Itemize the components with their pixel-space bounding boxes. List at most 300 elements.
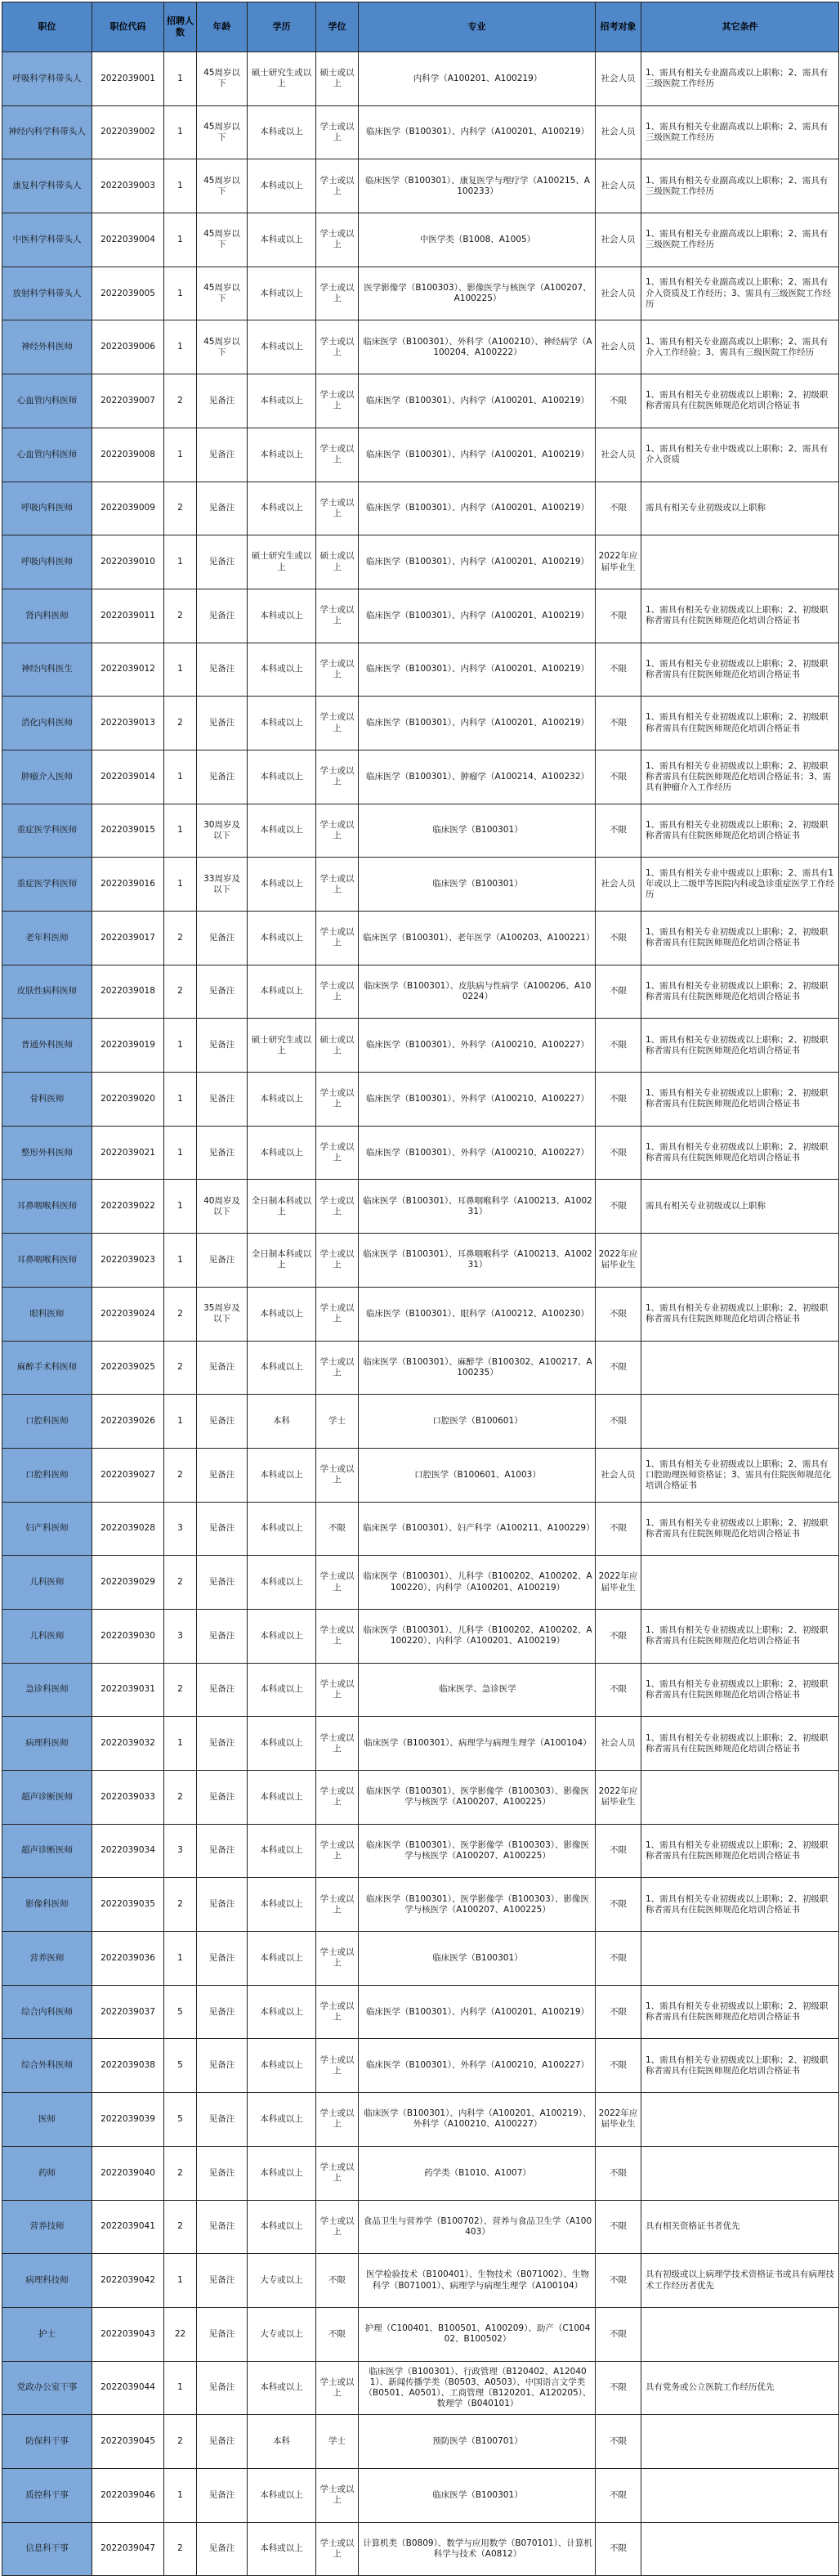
cell-count: 2 [164,1663,197,1717]
cell-position: 超声诊断医师 [2,1771,92,1825]
cell-count: 2 [164,1448,197,1502]
table-row [2,589,839,643]
cell-code: 2022039012 [92,643,164,697]
cell-age: 见备注 [197,2146,248,2200]
cell-code: 2022039008 [92,428,164,482]
cell-target: 不限 [596,1126,641,1180]
cell-degree: 学士或以上 [316,1341,359,1395]
cell-degree: 学士或以上 [316,858,359,912]
table-row [2,2468,839,2522]
table-row [2,52,839,106]
cell-education: 本科或以上 [248,1663,316,1717]
cell-target: 不限 [596,750,641,804]
cell-major: 临床医学（B100301）、医学影像学（B100303）、影像医学与核医学（A100207、A100225） [359,1824,596,1878]
cell-degree: 学士或以上 [316,2093,359,2147]
cell-code: 2022039006 [92,320,164,374]
cell-age: 见备注 [197,1341,248,1395]
cell-code: 2022039011 [92,589,164,643]
cell-major: 内科学（A100201、A100219） [359,52,596,106]
cell-count: 1 [164,1234,197,1288]
cell-position: 耳鼻咽喉科医师 [2,1180,92,1234]
cell-major: 临床医学（B100301）、康复医学与理疗学（A100215、A100233） [359,159,596,213]
cell-count: 1 [164,535,197,589]
cell-other: 1、需具有相关专业初级或以上职称；2、初级职称者需具有住院医师规范化培训合格证书 [641,804,839,858]
cell-major: 临床医学（B100301）、内科学（A100201、A100219） [359,589,596,643]
cell-other [641,1341,839,1395]
cell-target: 不限 [596,2361,641,2415]
cell-position: 病理科技师 [2,2254,92,2308]
cell-age: 40周岁及以下 [197,1180,248,1234]
cell-major: 药学类（B1010、A1007） [359,2146,596,2200]
cell-degree: 学士或以上 [316,1126,359,1180]
cell-degree: 学士或以上 [316,1932,359,1986]
cell-degree: 学士或以上 [316,1878,359,1932]
cell-major: 临床医学（B100301）、内科学（A100201、A100219） [359,643,596,697]
cell-major: 临床医学（B100301）、内科学（A100201、A100219） [359,1985,596,2039]
cell-code: 2022039025 [92,1341,164,1395]
table-row [2,2415,839,2469]
cell-age: 见备注 [197,374,248,428]
cell-code: 2022039031 [92,1663,164,1717]
cell-major: 临床医学（B100301）、行政管理（B120402、A120401）、新闻传播学类（B0503、A0503）、中国语言文学类（B0501、A0501）、工商管理（B120201、A120205）、数理学（B040101） [359,2361,596,2415]
cell-count: 1 [164,159,197,213]
cell-other [641,2415,839,2469]
cell-degree: 学士或以上 [316,1985,359,2039]
cell-major: 临床医学（B100301）、耳鼻咽喉科学（A100213、A100231） [359,1180,596,1234]
cell-other: 需具有相关专业初级或以上职称 [641,1180,839,1234]
cell-education: 本科或以上 [248,1932,316,1986]
cell-degree: 学士或以上 [316,697,359,750]
cell-code: 2022039047 [92,2522,164,2576]
cell-education: 本科或以上 [248,2361,316,2415]
cell-education: 硕士研究生或以上 [248,1019,316,1073]
cell-education: 本科 [248,1395,316,1449]
cell-code: 2022039035 [92,1878,164,1932]
cell-position: 中医科学科带头人 [2,213,92,267]
table-row [2,1234,839,1288]
cell-code: 2022039016 [92,858,164,912]
cell-major: 临床医学（B100301）、内科学（A100201、A100219） [359,428,596,482]
cell-position: 儿科医师 [2,1556,92,1610]
cell-major: 临床医学（B100301）、内科学（A100201、A100219） [359,535,596,589]
cell-major: 临床医学（B100301）、医学影像学（B100303）、影像医学与核医学（A100207、A100225） [359,1878,596,1932]
table-row [2,1878,839,1932]
cell-target: 不限 [596,1019,641,1073]
cell-target: 社会人员 [596,267,641,320]
cell-education: 本科或以上 [248,105,316,159]
table-body [2,52,839,2576]
cell-other [641,2522,839,2576]
cell-target: 不限 [596,2468,641,2522]
cell-other [641,2146,839,2200]
cell-education: 本科或以上 [248,1985,316,2039]
cell-position: 眼科医师 [2,1287,92,1341]
cell-age: 45周岁以下 [197,159,248,213]
cell-education: 本科或以上 [248,320,316,374]
cell-position: 神经内科医生 [2,643,92,697]
table-row [2,1556,839,1610]
cell-major: 临床医学（B100301）、耳鼻咽喉科学（A100213、A100231） [359,1234,596,1288]
cell-major: 临床医学（B100301）、肿瘤学（A100214、A100232） [359,750,596,804]
cell-code: 2022039007 [92,374,164,428]
cell-position: 医师 [2,2093,92,2147]
cell-position: 药师 [2,2146,92,2200]
cell-code: 2022039026 [92,1395,164,1449]
cell-other [641,1932,839,1986]
cell-major: 临床医学（B100301）、医学影像学（B100303）、影像医学与核医学（A100207、A100225） [359,1771,596,1825]
cell-position: 防保科干事 [2,2415,92,2469]
cell-degree: 不限 [316,2254,359,2308]
cell-education: 硕士研究生或以上 [248,535,316,589]
cell-code: 2022039003 [92,159,164,213]
header-row [2,2,839,52]
cell-major: 临床医学（B100301）、眼科学（A100212、A100230） [359,1287,596,1341]
cell-position: 信息科干事 [2,2522,92,2576]
cell-position: 营养医师 [2,1932,92,1986]
cell-major: 医学影像学（B100303）、影像医学与核医学（A100207、A100225） [359,267,596,320]
cell-target: 社会人员 [596,858,641,912]
cell-target: 不限 [596,2039,641,2093]
cell-count: 1 [164,1717,197,1771]
table-row [2,2093,839,2147]
cell-other: 1、需具有相关专业初级或以上职称；2、初级职称者需具有住院医师规范化培训合格证书 [641,1019,839,1073]
table-row [2,1019,839,1073]
cell-target: 社会人员 [596,428,641,482]
cell-other: 1、需具有相关专业初级或以上职称；2、初级职称者需具有住院医师规范化培训合格证书 [641,589,839,643]
cell-degree: 学士或以上 [316,589,359,643]
cell-degree: 不限 [316,1502,359,1556]
cell-code: 2022039021 [92,1126,164,1180]
cell-degree: 学士或以上 [316,1234,359,1288]
cell-age: 45周岁以下 [197,267,248,320]
cell-target: 不限 [596,1824,641,1878]
cell-count: 22 [164,2307,197,2361]
cell-position: 皮肤性病科医师 [2,965,92,1019]
cell-position: 整形外科医师 [2,1126,92,1180]
cell-degree: 学士或以上 [316,1663,359,1717]
table-row [2,482,839,535]
cell-major: 临床医学（B100301）、儿科学（B100202、A100202、A100220）、内科学（A100201、A100219） [359,1609,596,1663]
cell-age: 45周岁以下 [197,105,248,159]
cell-education: 本科或以上 [248,267,316,320]
cell-target: 不限 [596,1180,641,1234]
cell-code: 2022039046 [92,2468,164,2522]
cell-major: 临床医学（B100301） [359,804,596,858]
cell-target: 不限 [596,1663,641,1717]
cell-degree: 学士或以上 [316,1180,359,1234]
cell-age: 见备注 [197,1234,248,1288]
table-row [2,2361,839,2415]
cell-other: 1、需具有相关专业初级或以上职称；2、初级职称者需具有住院医师规范化培训合格证书 [641,912,839,965]
cell-target: 不限 [596,589,641,643]
cell-target: 社会人员 [596,52,641,106]
cell-count: 3 [164,1824,197,1878]
cell-degree: 学士或以上 [316,2522,359,2576]
cell-target: 不限 [596,2200,641,2254]
cell-other: 1、需具有相关专业初级或以上职称；2、初级职称者需具有住院医师规范化培训合格证书 [641,374,839,428]
cell-degree: 学士或以上 [316,2146,359,2200]
cell-age: 见备注 [197,2093,248,2147]
cell-major: 临床医学（B100301） [359,2468,596,2522]
cell-target: 不限 [596,2522,641,2576]
cell-age: 见备注 [197,2361,248,2415]
cell-education: 本科 [248,2415,316,2469]
cell-age: 见备注 [197,1126,248,1180]
cell-other: 具有初级或以上病理学技术资格证书或具有病理技术工作经历者优先 [641,2254,839,2308]
cell-count: 1 [164,804,197,858]
cell-other: 1、需具有相关专业初级或以上职称；2、初级职称者需具有住院医师规范化培训合格证书 [641,1985,839,2039]
cell-target: 不限 [596,697,641,750]
cell-position: 口腔科医师 [2,1448,92,1502]
cell-other [641,2093,839,2147]
table-row [2,1287,839,1341]
cell-position: 肿瘤介入医师 [2,750,92,804]
table-row [2,2254,839,2308]
cell-count: 1 [164,428,197,482]
table-row [2,1395,839,1449]
cell-code: 2022039039 [92,2093,164,2147]
header-other-conditions: 其它条件 [641,2,839,52]
cell-count: 1 [164,1126,197,1180]
cell-target: 社会人员 [596,320,641,374]
cell-degree: 学士或以上 [316,1771,359,1825]
cell-major: 临床医学（B100301） [359,1932,596,1986]
cell-education: 本科或以上 [248,2039,316,2093]
cell-other: 1、需具有相关专业副高或以上职称；2、需具有介入资质及工作经历；3、需具有三级医院工作经历 [641,267,839,320]
cell-other: 1、需具有相关专业副高或以上职称；2、需具有三级医院工作经历 [641,159,839,213]
cell-major: 临床医学（B100301）、外科学（A100210、A100227） [359,1019,596,1073]
cell-education: 本科或以上 [248,1341,316,1395]
table-row [2,1771,839,1825]
cell-age: 见备注 [197,1556,248,1610]
table-row [2,2039,839,2093]
cell-degree: 学士或以上 [316,374,359,428]
cell-position: 消化内科医师 [2,697,92,750]
cell-count: 2 [164,697,197,750]
cell-education: 大专或以上 [248,2307,316,2361]
cell-position: 心血管内科医师 [2,374,92,428]
cell-other [641,1234,839,1288]
table-row [2,804,839,858]
cell-degree: 学士或以上 [316,1609,359,1663]
cell-education: 本科或以上 [248,750,316,804]
cell-target: 社会人员 [596,213,641,267]
table-row [2,2200,839,2254]
cell-major: 临床医学（B100301）、内科学（A100201、A100219） [359,482,596,535]
cell-position: 重症医学科医师 [2,858,92,912]
cell-age: 见备注 [197,482,248,535]
cell-target: 不限 [596,1502,641,1556]
cell-other [641,2468,839,2522]
cell-education: 本科或以上 [248,2522,316,2576]
cell-position: 综合外科医师 [2,2039,92,2093]
cell-code: 2022039030 [92,1609,164,1663]
cell-education: 本科或以上 [248,2093,316,2147]
cell-major: 中医学类（B1008、A1005） [359,213,596,267]
cell-target: 2022年应届毕业生 [596,1556,641,1610]
cell-position: 呼吸内科医师 [2,535,92,589]
cell-count: 1 [164,858,197,912]
cell-target: 不限 [596,2415,641,2469]
cell-age: 见备注 [197,2468,248,2522]
cell-degree: 学士或以上 [316,267,359,320]
cell-count: 2 [164,1878,197,1932]
cell-count: 2 [164,2146,197,2200]
cell-code: 2022039001 [92,52,164,106]
cell-major: 医学检验技术（B100401）、生物技术（B071002）、生物科学（B071001）、病理学与病理生理学（A100104） [359,2254,596,2308]
cell-count: 2 [164,589,197,643]
cell-education: 本科或以上 [248,858,316,912]
cell-major: 临床医学（B100301）、外科学（A100210、A100227） [359,1073,596,1127]
cell-age: 见备注 [197,2307,248,2361]
cell-other: 1、需具有相关专业中级或以上职称；2、需具有介入资质 [641,428,839,482]
cell-major: 计算机类（B0809）、数学与应用数学（B070101）、计算机科学与技术（A0812） [359,2522,596,2576]
cell-age: 见备注 [197,2039,248,2093]
cell-degree: 学士或以上 [316,428,359,482]
cell-major: 护理（C100401、B100501、A100209）、助产（C100402、B100502） [359,2307,596,2361]
table-row [2,1663,839,1717]
cell-code: 2022039042 [92,2254,164,2308]
cell-code: 2022039020 [92,1073,164,1127]
cell-code: 2022039027 [92,1448,164,1502]
cell-code: 2022039002 [92,105,164,159]
cell-major: 临床医学（B100301）、儿科学（B100202、A100202、A100220）、内科学（A100201、A100219） [359,1556,596,1610]
cell-other: 1、需具有相关专业初级或以上职称；2、初级职称者需具有住院医师规范化培训合格证书 [641,1287,839,1341]
cell-age: 见备注 [197,1073,248,1127]
cell-other: 具有党务或公立医院工作经历优先 [641,2361,839,2415]
cell-code: 2022039044 [92,2361,164,2415]
cell-position: 肾内科医师 [2,589,92,643]
cell-other: 1、需具有相关专业初级或以上职称；2、初级职称者需具有住院医师规范化培训合格证书 [641,1878,839,1932]
cell-major: 食品卫生与营养学（B100702）、营养与食品卫生学（A100403） [359,2200,596,2254]
table-row [2,159,839,213]
cell-age: 见备注 [197,1985,248,2039]
cell-target: 不限 [596,482,641,535]
cell-count: 1 [164,1019,197,1073]
cell-other: 1、需具有相关专业副高或以上职称；2、需具有三级医院工作经历 [641,105,839,159]
cell-major: 临床医学（B100301） [359,858,596,912]
cell-age: 见备注 [197,2200,248,2254]
cell-other: 1、需具有相关专业副高或以上职称；2、需具有介入工作经验；3、需具有三级医院工作经历 [641,320,839,374]
table-row [2,2307,839,2361]
cell-position: 党政办公室干事 [2,2361,92,2415]
cell-code: 2022039019 [92,1019,164,1073]
cell-count: 2 [164,1287,197,1341]
cell-degree: 硕士或以上 [316,1019,359,1073]
cell-degree: 学士或以上 [316,1824,359,1878]
cell-major: 临床医学（B100301）、皮肤病与性病学（A100206、A100224） [359,965,596,1019]
cell-age: 见备注 [197,1019,248,1073]
table-row [2,965,839,1019]
header-code: 职位代码 [92,2,164,52]
cell-code: 2022039041 [92,2200,164,2254]
cell-target: 社会人员 [596,159,641,213]
header-age: 年龄 [197,2,248,52]
cell-code: 2022039023 [92,1234,164,1288]
cell-age: 见备注 [197,1717,248,1771]
cell-education: 本科或以上 [248,1771,316,1825]
cell-degree: 学士或以上 [316,159,359,213]
cell-education: 本科或以上 [248,1073,316,1127]
cell-position: 超声诊断医师 [2,1824,92,1878]
header-count: 招聘人数 [164,2,197,52]
cell-count: 1 [164,2361,197,2415]
cell-count: 2 [164,912,197,965]
cell-other: 1、需具有相关专业初级或以上职称；2、初级职称者需具有住院医师规范化培训合格证书；3、需具有肿瘤介入工作经历 [641,750,839,804]
cell-age: 见备注 [197,535,248,589]
cell-count: 1 [164,267,197,320]
table-row [2,1180,839,1234]
header-education: 学历 [248,2,316,52]
cell-major: 临床医学（B100301）、麻醉学（B100302、A100217、A100235） [359,1341,596,1395]
cell-code: 2022039032 [92,1717,164,1771]
table-row [2,1824,839,1878]
table-row [2,643,839,697]
cell-education: 本科或以上 [248,428,316,482]
table-row [2,374,839,428]
cell-position: 儿科医师 [2,1609,92,1663]
cell-age: 见备注 [197,1932,248,1986]
cell-age: 见备注 [197,1771,248,1825]
cell-target: 不限 [596,374,641,428]
cell-age: 见备注 [197,1663,248,1717]
table-row [2,428,839,482]
cell-target: 不限 [596,2254,641,2308]
cell-position: 病理科医师 [2,1717,92,1771]
cell-target: 2022年应届毕业生 [596,2093,641,2147]
cell-code: 2022039033 [92,1771,164,1825]
cell-education: 本科或以上 [248,1502,316,1556]
cell-count: 2 [164,1556,197,1610]
cell-position: 普通外科医师 [2,1019,92,1073]
cell-age: 见备注 [197,2415,248,2469]
cell-code: 2022039045 [92,2415,164,2469]
cell-code: 2022039022 [92,1180,164,1234]
cell-target: 社会人员 [596,1717,641,1771]
cell-age: 见备注 [197,1824,248,1878]
cell-count: 5 [164,2093,197,2147]
cell-major: 临床医学（B100301）、内科学（A100201、A100219） [359,374,596,428]
cell-other: 1、需具有相关专业初级或以上职称；2、初级职称者需具有住院医师规范化培训合格证书 [641,1073,839,1127]
cell-count: 3 [164,1502,197,1556]
cell-major: 临床医学（B100301）、外科学（A100210）、神经病学（A100204、A100222） [359,320,596,374]
cell-other: 1、需具有相关专业初级或以上职称；2、初级职称者需具有住院医师规范化培训合格证书 [641,1502,839,1556]
cell-education: 本科或以上 [248,2200,316,2254]
cell-other: 1、需具有相关专业初级或以上职称；2、初级职称者需具有住院医师规范化培训合格证书 [641,2039,839,2093]
cell-major: 临床医学（B100301）、老年医学（A100203、A100221） [359,912,596,965]
table-row [2,1448,839,1502]
cell-position: 口腔科医师 [2,1395,92,1449]
cell-code: 2022039037 [92,1985,164,2039]
table-header [2,2,839,52]
cell-position: 耳鼻咽喉科医师 [2,1234,92,1288]
table-row [2,2522,839,2576]
cell-degree: 硕士或以上 [316,535,359,589]
cell-education: 本科或以上 [248,804,316,858]
cell-age: 见备注 [197,1395,248,1449]
cell-target: 不限 [596,965,641,1019]
cell-education: 本科或以上 [248,1609,316,1663]
cell-position: 护士 [2,2307,92,2361]
cell-count: 1 [164,105,197,159]
cell-count: 1 [164,2254,197,2308]
cell-count: 2 [164,965,197,1019]
cell-major: 预防医学（B100701） [359,2415,596,2469]
cell-age: 见备注 [197,697,248,750]
cell-major: 临床医学（B100301）、外科学（A100210、A100227） [359,1126,596,1180]
cell-target: 不限 [596,1985,641,2039]
cell-other: 1、需具有相关专业初级或以上职称；2、初级职称者需具有住院医师规范化培训合格证书 [641,965,839,1019]
